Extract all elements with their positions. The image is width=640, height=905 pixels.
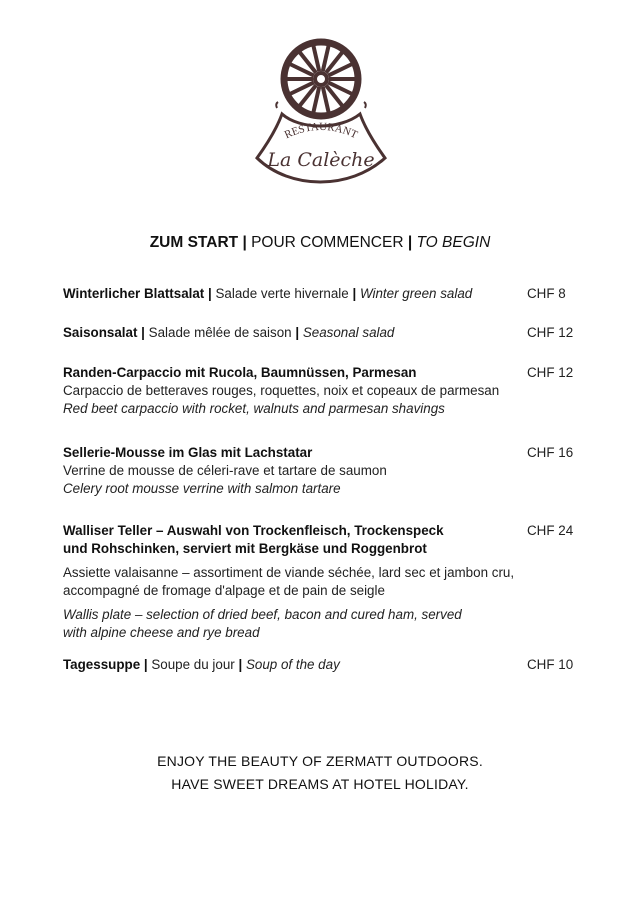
price: CHF 12 xyxy=(527,365,574,380)
section-heading: ZUM START | POUR COMMENCER | TO BEGIN xyxy=(149,234,491,251)
svg-text:La Calèche: La Calèche xyxy=(267,149,375,171)
menu-item: Walliser Teller – Auswahl von Trockenfleisch, Trockenspeck und Rohschinken, serviert mit Bergkäse und Roggenbrot Assiette valaisanne – assortiment de viande séchée, lard sec et jambon cru, accompagné de fromage d'alpage et de pain de seigle Wallis plate – selection of dried beef, bacon and cured ham, served with alpine cheese and rye bread xyxy=(63,523,515,640)
menu-item: Randen-Carpaccio mit Rucola, Baumnüssen, Parmesan Carpaccio de betteraves rouges, roquettes, noix et copeaux de parmesan Red beet carpaccio with rocket, walnuts and parmesan shavings xyxy=(63,365,500,416)
footer-line-1: ENJOY THE BEAUTY OF ZERMATT OUTDOORS. xyxy=(157,753,483,769)
footer-line-2: HAVE SWEET DREAMS AT HOTEL HOLIDAY. xyxy=(171,776,469,792)
price: CHF 10 xyxy=(527,657,574,672)
price: CHF 16 xyxy=(527,445,574,460)
menu-item: Sellerie-Mousse im Glas mit Lachstatar Verrine de mousse de céleri-rave et tartare de saumon Celery root mousse verrine with salmon tartare xyxy=(63,445,387,496)
menu-item: Saisonsalat | Salade mêlée de saison | Seasonal salad xyxy=(63,325,395,340)
menu-item: Tagessuppe | Soupe du jour | Soup of the day xyxy=(63,657,340,672)
price: CHF 12 xyxy=(527,325,574,340)
svg-text:RESTAURANT: RESTAURANT xyxy=(282,120,360,142)
price: CHF 8 xyxy=(527,286,566,301)
menu-item: Winterlicher Blattsalat | Salade verte hivernale | Winter green salad xyxy=(63,286,473,301)
price: CHF 24 xyxy=(527,523,574,538)
restaurant-logo xyxy=(240,30,400,190)
